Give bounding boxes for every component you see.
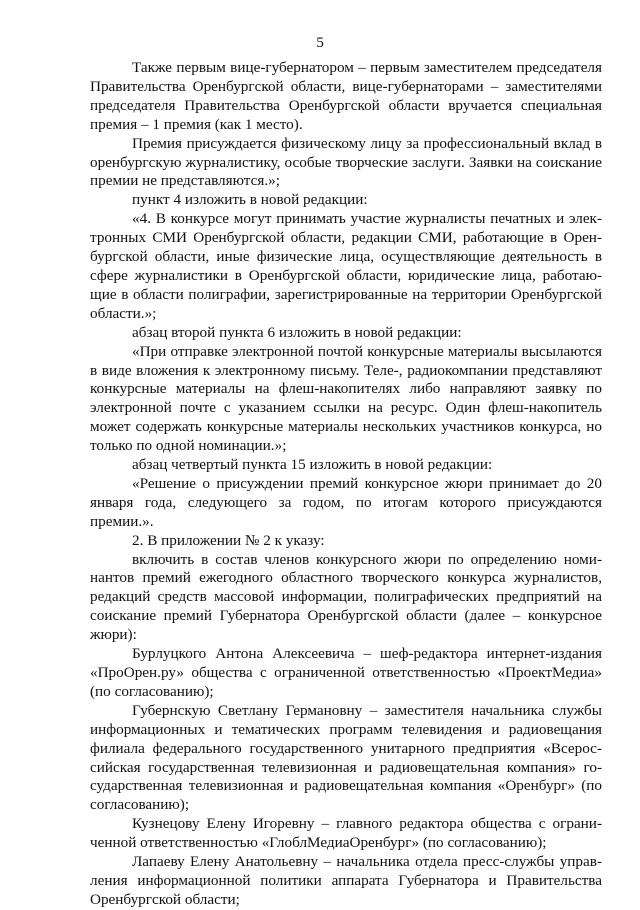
paragraph-amend-point-6: абзац второй пункта 6 изложить в новой редакции:	[132, 323, 462, 341]
paragraph-point-6-text: «При отправке электронной почтой конкурсные материалы высылаются в виде вложения к электронному письму. Теле-, радиокомпании представляют конкурсные материалы на флеш-накопителях либо направляют заявку по электронной почте с указанием ссылки на ресурс. Один флеш-накопитель может содержать конкурсные материалы нескольких участников конкурса, но только по одной номинации.»;	[90, 342, 602, 455]
paragraph-point-15-text: «Решение о присуждении премий конкурсное жюри принимает до 20 января года, следующего за годом, по итогам которого присуждаются премии.».	[90, 474, 602, 530]
paragraph-appendix-2: 2. В приложении № 2 к указу:	[132, 531, 325, 549]
paragraph-amend-point-4: пункт 4 изложить в новой редакции:	[132, 191, 368, 209]
paragraph-jury-intro: включить в состав членов конкурсного жюри по определению номинантов премий ежегодного областного творческого конкурса журналистов, редакций средств массовой информации, полиграфических предприятий на соискание премий Губернатора Оренбургской области (далее – конкурсное жюри):	[90, 550, 602, 644]
document-body	[90, 59, 602, 910]
paragraph-jury-member-burlutsky: Бурлуцкого Антона Алексеевича – шеф-редактора интернет-издания «ПроОрен.ру» общества с ограниченной ответственностью «ПроектМедиа» (по согласованию);	[90, 645, 602, 700]
paragraph-jury-member-lapaeva: Лапаеву Елену Анатольевну – начальника отдела пресс-службы управления информационной политики аппарата Губернатора и Правительства Оренбургской области;	[90, 853, 602, 908]
paragraph-jury-member-gubernskaya: Губернскую Светлану Германовну – заместителя начальника службы информационных и тематических программ телевидения и радиовещания филиала федерального государственного унитарного предприятия «Всероссийская государственная телевизионная и радиовещательная компания» государственная телевизионная и радиовещательная компания «Оренбург» (по согласованию);	[90, 701, 602, 814]
paragraph-jury-member-kuznetsova: Кузнецову Елену Игоревну – главного редактора общества с ограниченной ответственностью «ГлоблМедиаОренбург» (по согласованию);	[90, 815, 602, 852]
paragraph-point-4-text: «4. В конкурсе могут принимать участие журналисты печатных и электронных СМИ Оренбургской области, редакции СМИ, работающие в Оренбургской области, иные физические лица, осуществляющие деятельность в сфере журналистики в Оренбургской области, юридические лица, работающие в области полиграфии, зарегистрированные на территории Оренбургской области.»;	[90, 210, 602, 322]
paragraph-amend-point-15: абзац четвертый пункта 15 изложить в новой редакции:	[132, 456, 493, 474]
paragraph-special-prize: Также первым вице-губернатором – первым заместителем председателя Правительства Оренбургской области, вице-губернаторами – заместителями председателя Правительства Оренбургской области вручается специальная премия – 1 премия (как 1 место).	[90, 59, 602, 133]
paragraph-prize-award: Премия присуждается физическому лицу за профессиональный вклад в оренбургскую журналистику, особые творческие заслуги. Заявки на соискание премии не представляются.»;	[90, 134, 602, 190]
page-number: 5	[316, 34, 324, 51]
